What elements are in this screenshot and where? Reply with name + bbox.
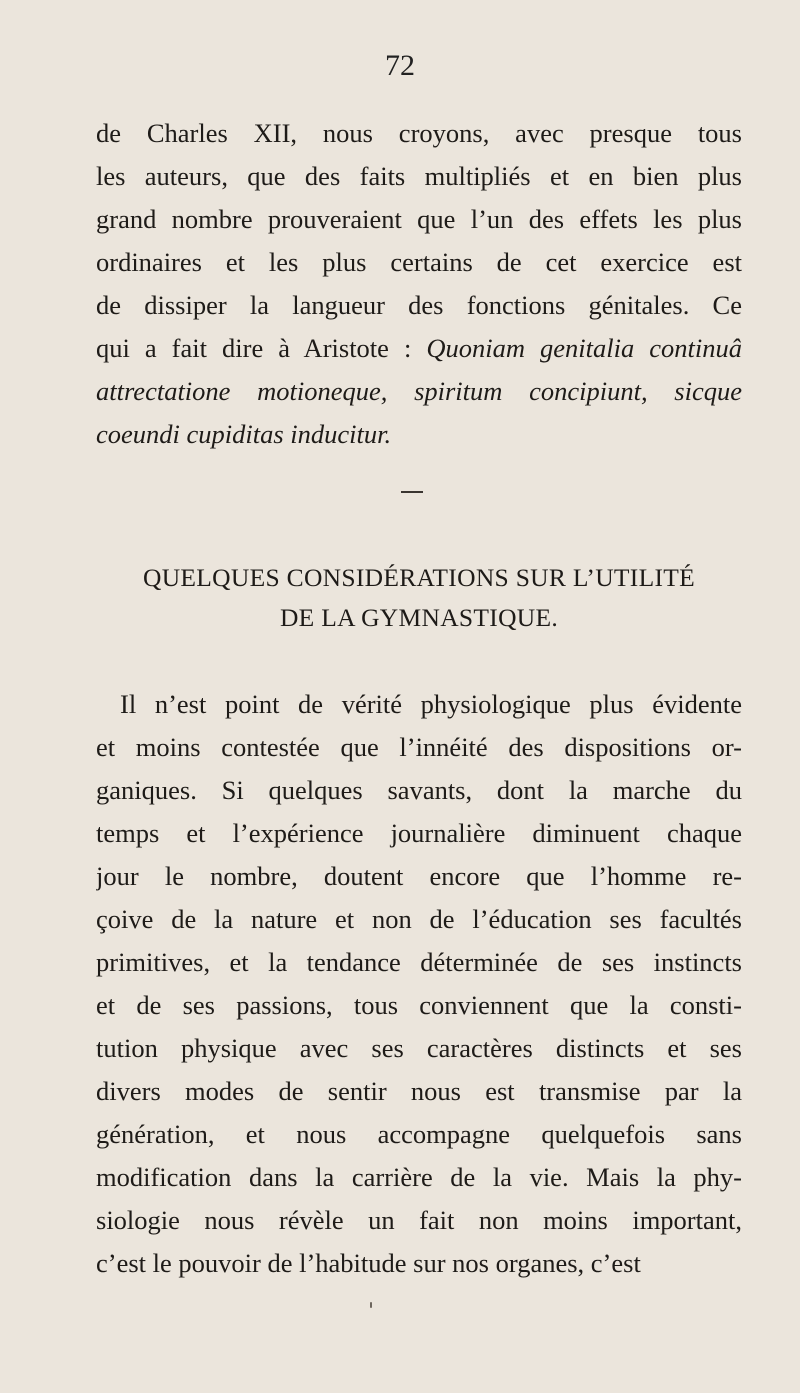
heading-line-1: QUELQUES CONSIDÉRATIONS SUR L’UTILITÉ (142, 563, 696, 592)
latin-quote-start: Quoniam genitalia continuâ (426, 333, 742, 363)
text-line-with-quote (96, 327, 742, 370)
text-line: siologie nous révèle un fait non moins important, (96, 1205, 742, 1235)
text-line: génération, et nous accompagne quelquefois sans (96, 1119, 742, 1149)
text-line: çoive de la nature et non de l’éducation ses facultés (96, 904, 742, 934)
text-line: c’est le pouvoir de l’habitude sur nos organes, c’est (96, 1248, 641, 1278)
text-line: les auteurs, que des faits multipliés et en bien plus (96, 161, 742, 191)
text-line: primitives, et la tendance déterminée de ses instincts (96, 947, 742, 977)
section-heading (96, 558, 742, 638)
text-line: tution physique avec ses caractères distincts et ses (96, 1033, 742, 1063)
section-divider (401, 491, 423, 493)
heading-line-2: DE LA GYMNASTIQUE. (279, 603, 559, 632)
text-line: Il n’est point de vérité physiologique plus évidente (120, 689, 742, 719)
text-line: de Charles XII, nous croyons, avec presque tous (96, 118, 742, 148)
text-line: et moins contestée que l’innéité des dispositions or- (96, 732, 742, 762)
text-line: de dissiper la langueur des fonctions génitales. Ce (96, 290, 742, 320)
paragraph-top (96, 112, 742, 456)
text-line: et de ses passions, tous conviennent que la consti- (96, 990, 742, 1020)
page-number: 72 (385, 49, 415, 82)
paragraph-main (96, 683, 742, 1285)
latin-quote-line: coeundi cupiditas inducitur. (96, 419, 392, 449)
text-line: jour le nombre, doutent encore que l’homme re- (96, 861, 742, 891)
text-line: grand nombre prouveraient que l’un des effets les plus (96, 204, 742, 234)
latin-quote-line: attrectatione motioneque, spiritum concipiunt, sicque (96, 376, 742, 406)
text-run: qui a fait dire à Aristote : (96, 333, 427, 363)
text-line: ganiques. Si quelques savants, dont la marche du (96, 775, 742, 805)
text-line: temps et l’expérience journalière diminuent chaque (96, 818, 742, 848)
text-line: divers modes de sentir nous est transmise par la (96, 1076, 742, 1106)
paper-speck (370, 1302, 372, 1308)
text-line: modification dans la carrière de la vie. Mais la phy- (96, 1162, 742, 1192)
text-line: ordinaires et les plus certains de cet exercice est (96, 247, 742, 277)
